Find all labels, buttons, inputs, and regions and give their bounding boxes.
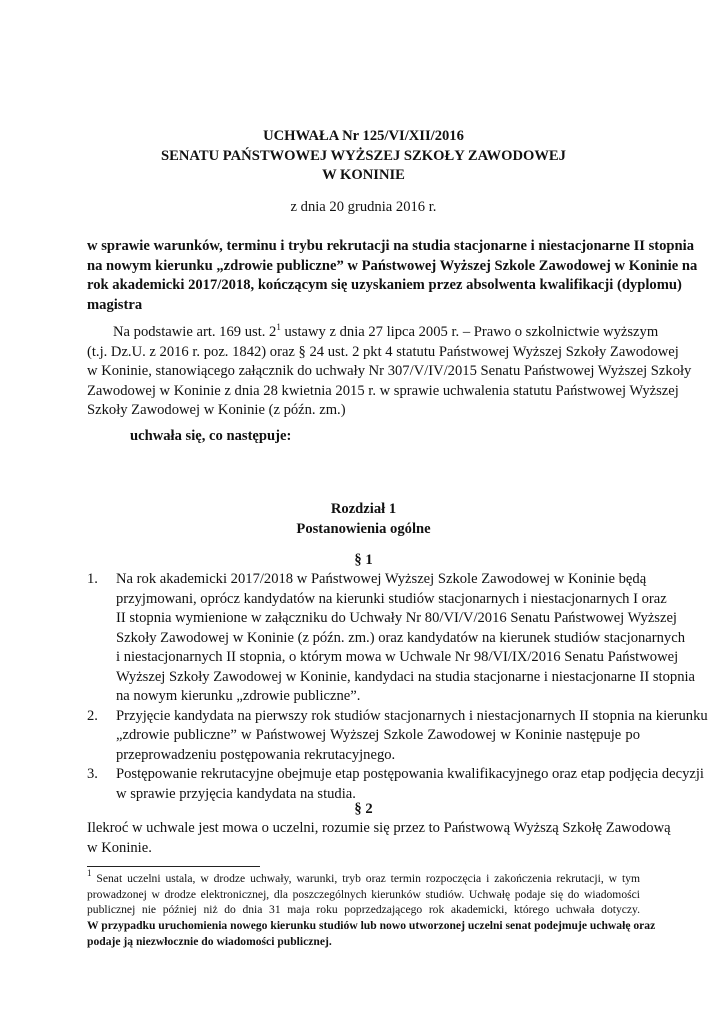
chapter-title: Postanowienia ogólne — [296, 520, 431, 537]
footnote-line-bold: W przypadku uruchomienia nowego kierunku studiów lub nowo utworzonej uczelni senat podejmuje uchwałę oraz — [87, 919, 656, 933]
item-line: i niestacjonarnych II stopnia, o którym mowa w Uchwale Nr 98/VI/IX/2016 Senatu Państwowej — [116, 649, 679, 665]
document-title — [87, 127, 640, 186]
section-1-heading: § 1 — [354, 552, 373, 568]
footnote-mark: 1 — [87, 868, 92, 878]
subject-line: w sprawie warunków, terminu i trybu rekrutacji na studia stacjonarne i niestacjonarne II stopnia — [87, 238, 695, 254]
item-line: w sprawie przyjęcia kandydata na studia. — [116, 785, 356, 802]
chapter-heading — [87, 500, 640, 539]
preamble-line — [87, 322, 659, 343]
title-line: W KONINIE — [322, 167, 405, 183]
list-item — [87, 707, 708, 766]
footnote-text: Senat uczelni ustala, w drodze uchwały, warunki, tryb oraz termin rozpoczęcia i zakończenia rekrutacji, w tym — [91, 872, 640, 885]
footnote-line — [87, 868, 640, 887]
item-number: 1. — [87, 571, 98, 587]
item-line: „zdrowie publiczne” w Państwowej Wyższej Szkole Zawodowej w Koninie następuje po — [116, 727, 640, 743]
item-line: Postępowanie rekrutacyjne obejmuje etap postępowania kwalifikacyjnego oraz etap podjęcia decyzji — [116, 766, 704, 782]
document-subject — [87, 237, 698, 315]
section-1-list — [87, 570, 708, 804]
title-line: SENATU PAŃSTWOWEJ WYŻSZEJ SZKOŁY ZAWODOWEJ — [161, 147, 566, 164]
subject-line: na nowym kierunku „zdrowie publiczne” w Państwowej Wyższej Szkole Zawodowej w Koninie na — [87, 257, 698, 274]
section-2-line: Ilekroć w uchwale jest mowa o uczelni, rozumie się przez to Państwową Wyższą Szkołę Zawodową — [87, 820, 671, 836]
item-line: Przyjęcie kandydata na pierwszy rok studiów stacjonarnych i niestacjonarnych II stopnia na kierunku — [116, 707, 708, 724]
item-line: przyjmowani, oprócz kandydatów na kierunki studiów stacjonarnych i niestacjonarnych I oraz — [116, 590, 667, 607]
section-2-heading: § 2 — [354, 801, 373, 817]
footnote-line: prowadzonej w drodze elektronicznej, dla poszczególnych kierunków studiów. Uchwałę podaje się do wiadomości — [87, 887, 640, 901]
list-item — [87, 570, 696, 707]
footnote-line-bold: podaje ją niezwłocznie do wiadomości publicznej. — [87, 934, 332, 948]
item-line: Wyższej Szkoły Zawodowej w Koninie, kandydaci na studia stacjonarne i niestacjonarne II stopnia — [116, 668, 696, 685]
section-2-line: w Koninie. — [87, 839, 152, 856]
subject-line: rok akademicki 2017/2018, kończącym się uzyskaniem przez absolwenta kwalifikacji (dyplomu) — [87, 277, 682, 293]
preamble — [87, 322, 692, 421]
document-date: z dnia 20 grudnia 2016 r. — [290, 199, 437, 215]
footnote-reference[interactable]: 1 — [276, 322, 281, 332]
list-item — [87, 765, 704, 804]
item-number: 2. — [87, 707, 98, 724]
footnote — [87, 868, 656, 950]
item-line: II stopnia wymienione w załączniku do Uchwały Nr 80/VI/V/2016 Senatu Państwowej Wyższej — [116, 610, 677, 626]
preamble-text: Na podstawie art. 169 ust. 2 — [113, 324, 277, 340]
preamble-line: w Koninie, stanowiącego załącznik do uchwały Nr 307/V/IV/2015 Senatu Państwowej Wyższej Szkoły — [87, 363, 692, 379]
resolves-clause: uchwała się, co następuje: — [130, 428, 292, 444]
chapter-number: Rozdział 1 — [330, 501, 397, 517]
subject-line: magistra — [87, 296, 143, 313]
item-line: Szkoły Zawodowej w Koninie (z późn. zm.) oraz kandydatów na kierunek studiów stacjonarnych — [116, 629, 685, 646]
item-line: Na rok akademicki 2017/2018 w Państwowej Wyższej Szkole Zawodowej w Koninie będą — [116, 571, 647, 587]
preamble-text: ustawy z dnia 27 lipca 2005 r. – Prawo o szkolnictwie wyższym — [280, 324, 659, 340]
item-line: na nowym kierunku „zdrowie publiczne”. — [116, 688, 361, 704]
title-line: UCHWAŁA Nr 125/VI/XII/2016 — [263, 128, 464, 144]
preamble-line: Zawodowej w Koninie z dnia 28 kwietnia 2015 r. w sprawie uchwalenia statutu Państwowej Wyższej — [87, 382, 679, 399]
footnote-line: publicznej nie później niż do dnia 31 maja roku poprzedzającego rok akademicki, którego uchwała dotyczy. — [87, 903, 640, 917]
preamble-line: Szkoły Zawodowej w Koninie (z późn. zm.) — [87, 402, 346, 418]
footnote-separator — [87, 866, 260, 867]
item-number: 3. — [87, 766, 98, 782]
preamble-line: (t.j. Dz.U. z 2016 r. poz. 1842) oraz § 24 ust. 2 pkt 4 statutu Państwowej Wyższej Szkoły Zawodowej — [87, 343, 679, 360]
item-line: przeprowadzeniu postępowania rekrutacyjnego. — [116, 746, 396, 763]
section-2-body — [87, 819, 671, 858]
